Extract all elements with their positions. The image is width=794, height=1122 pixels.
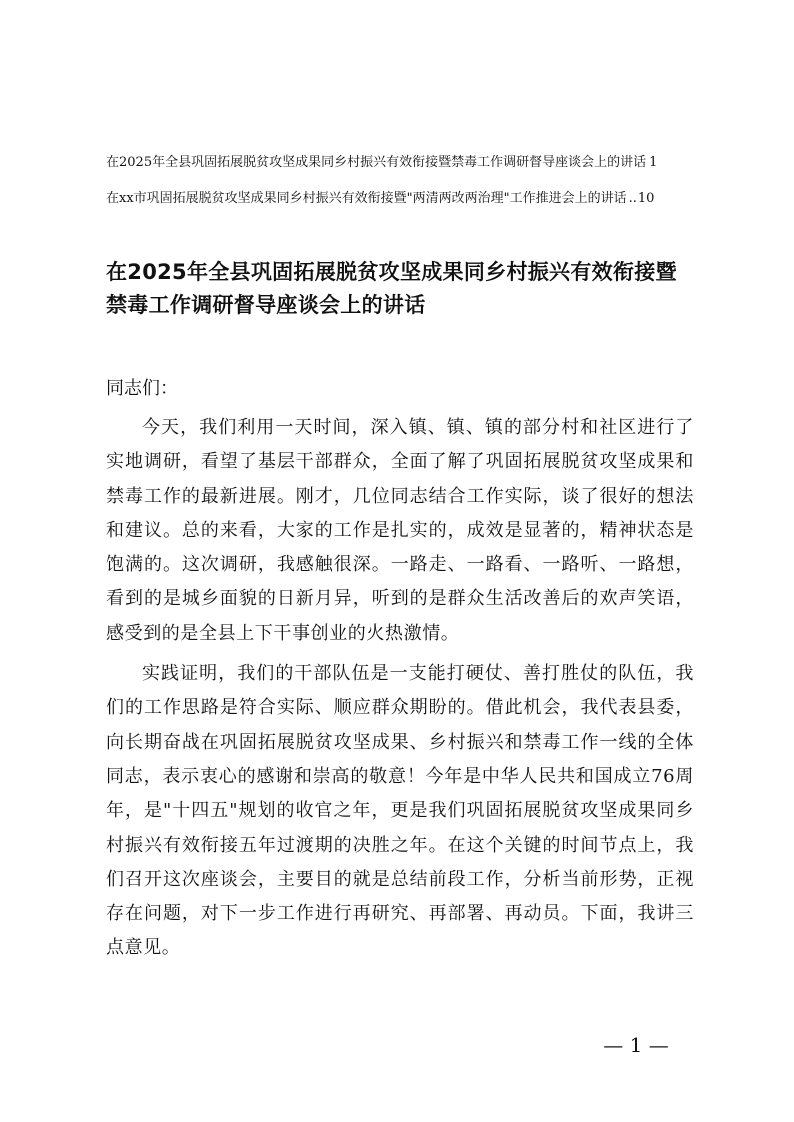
toc-entry-page: 1 (649, 155, 658, 170)
body-paragraph-1: 今天，我们利用一天时间，深入镇、镇、镇的部分村和社区进行了实地调研，看望了基层干部群众，全面了解了巩固拓展脱贫攻坚成果和禁毒工作的最新进展。刚才，几位同志结合工作实际，谈了很好的想法和建议。总的来看，大家的工作是扎实的，成效是显著的，精神状态是饱满的。这次调研，我感触很深。一路走、一路看、一路听、一路想，看到的是城乡面貌的日新月异，听到的是群众生活改善后的欢声笑语，感受到的是全县上下干事创业的火热激情。 (106, 417, 694, 644)
page-number: — 1 — (603, 1033, 669, 1057)
document-body (106, 411, 694, 972)
toc-entry-2[interactable] (106, 188, 706, 210)
toc-entry-leader: .. (628, 191, 637, 206)
toc-entry-title: 在xx市巩固拓展脱贫攻坚成果同乡村振兴有效衔接暨"两清两改两治理"工作推进会上的讲话 (106, 191, 627, 206)
toc-entry-title: 在2025年全县巩固拓展脱贫攻坚成果同乡村振兴有效衔接暨禁毒工作调研督导座谈会上的讲话 (106, 155, 647, 170)
toc-entry-page: 10 (637, 191, 655, 206)
body-paragraph-2: 实践证明，我们的干部队伍是一支能打硬仗、善打胜仗的队伍，我们的工作思路是符合实际、顺应群众期盼的。借此机会，我代表县委，向长期奋战在巩固拓展脱贫攻坚成果、乡村振兴和禁毒工作一线的全体同志，表示衷心的感谢和崇高的敬意！今年是中华人民共和国成立76周年，是"十四五"规划的收官之年，更是我们巩固拓展脱贫攻坚成果同乡村振兴有效衔接五年过渡期的决胜之年。在这个关键的时间节点上，我们召开这次座谈会，主要目的就是总结前段工作，分析当前形势，正视存在问题，对下一步工作进行再研究、再部署、再动员。下面，我讲三点意见。 (106, 663, 694, 959)
salutation: 同志们： (106, 378, 178, 399)
document-title: 在2025年全县巩固拓展脱贫攻坚成果同乡村振兴有效衔接暨禁毒工作调研督导座谈会上的讲话 (106, 260, 677, 317)
toc-entry-1[interactable] (106, 152, 706, 174)
table-of-contents (106, 152, 706, 224)
